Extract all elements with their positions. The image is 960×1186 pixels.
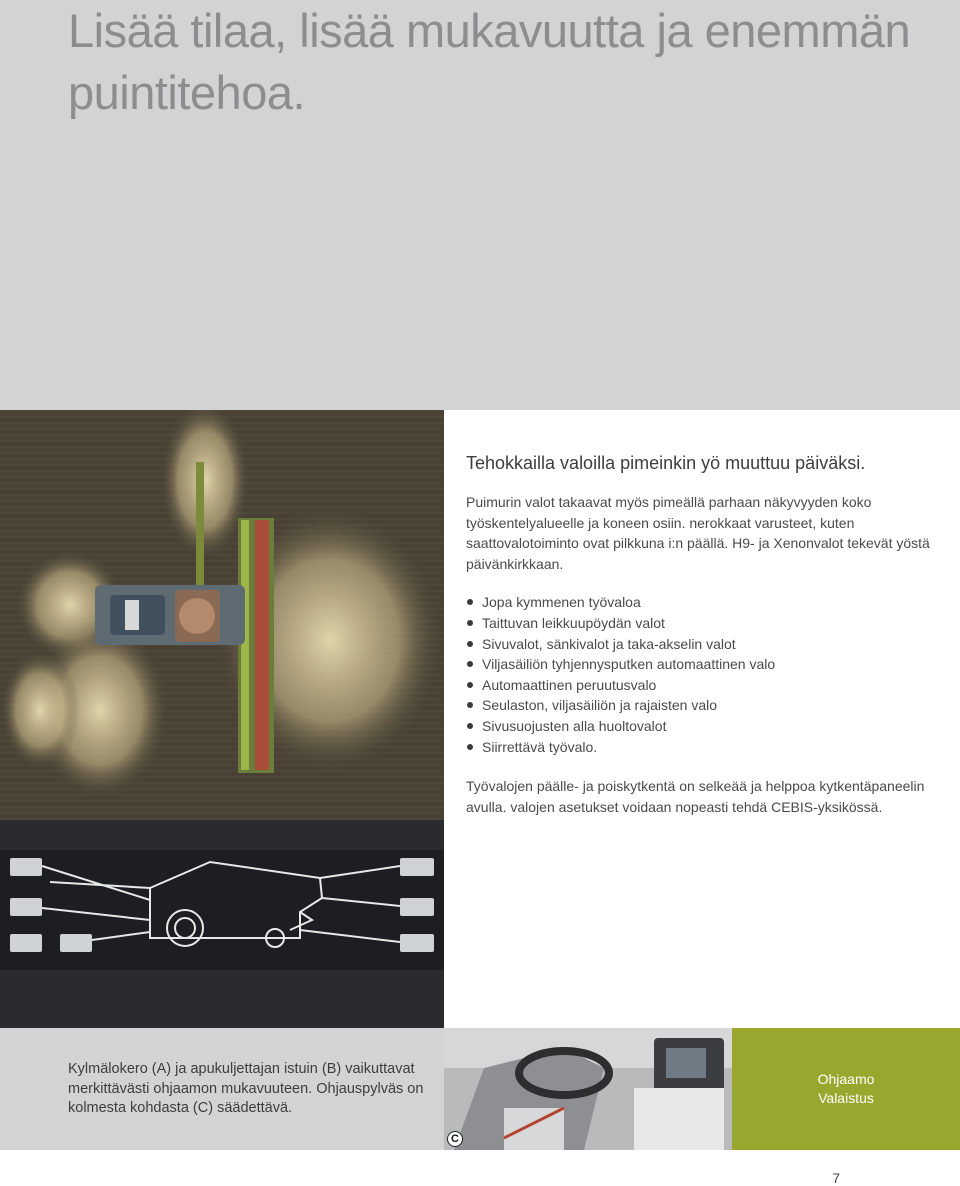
outro-paragraph: Työvalojen päälle- ja poiskytkentä on selkeää ja helppoa kytkentäpaneelin avulla. valojen asetukset voidaan nopeasti tehdä CEBIS-yksikössä.	[466, 778, 925, 815]
section-lead: Tehokkailla valoilla pimeinkin yö muuttuu päiväksi.	[466, 453, 866, 473]
caption-box	[0, 1028, 444, 1150]
tab-line-lighting: Valaistus	[818, 1090, 874, 1106]
page-number: 7	[832, 1170, 840, 1186]
section-tab-label	[732, 1070, 960, 1108]
header-band	[0, 0, 960, 410]
list-item: Taittuvan leikkuupöydän valot	[466, 613, 946, 634]
combine-aerial-photo	[0, 410, 444, 820]
light-switch-panel-photo	[0, 820, 444, 1028]
list-item: Siirrettävä työvalo.	[466, 737, 946, 758]
list-item: Sivuvalot, sänkivalot ja taka-akselin valot	[466, 634, 946, 655]
list-item: Jopa kymmenen työvaloa	[466, 592, 946, 613]
cabin-interior-photo	[444, 1028, 732, 1150]
page-title: Lisää tilaa, lisää mukavuutta ja enemmän puintitehoa.	[68, 4, 911, 119]
caption-text: Kylmälokero (A) ja apukuljettajan istuin (B) vaikuttavat merkittävästi ohjaamon mukavuuteen. Ohjauspylväs on kolmesta kohdasta (C) säädettävä.	[68, 1061, 424, 1116]
body-text-column	[466, 452, 946, 835]
marker-c: C	[447, 1131, 463, 1147]
tab-line-cabin: Ohjaamo	[817, 1071, 875, 1087]
intro-paragraph: Puimurin valot takaavat myös pimeällä parhaan näkyvyyden koko työskentelyalueelle ja koneen osiin. nerokkaat varusteet, kuten saattovalotoiminto ovat pilkkuna i:n päällä. H9- ja Xenonvalot tekevät yöstä päivänkirkkaan.	[466, 494, 930, 572]
feature-list	[466, 592, 946, 757]
list-item: Automaattinen peruutusvalo	[466, 675, 946, 696]
list-item: Sivusuojusten alla huoltovalot	[466, 716, 946, 737]
section-tab	[732, 1028, 960, 1150]
list-item: Viljasäiliön tyhjennysputken automaattinen valo	[466, 654, 946, 675]
list-item: Seulaston, viljasäiliön ja rajaisten valo	[466, 695, 946, 716]
